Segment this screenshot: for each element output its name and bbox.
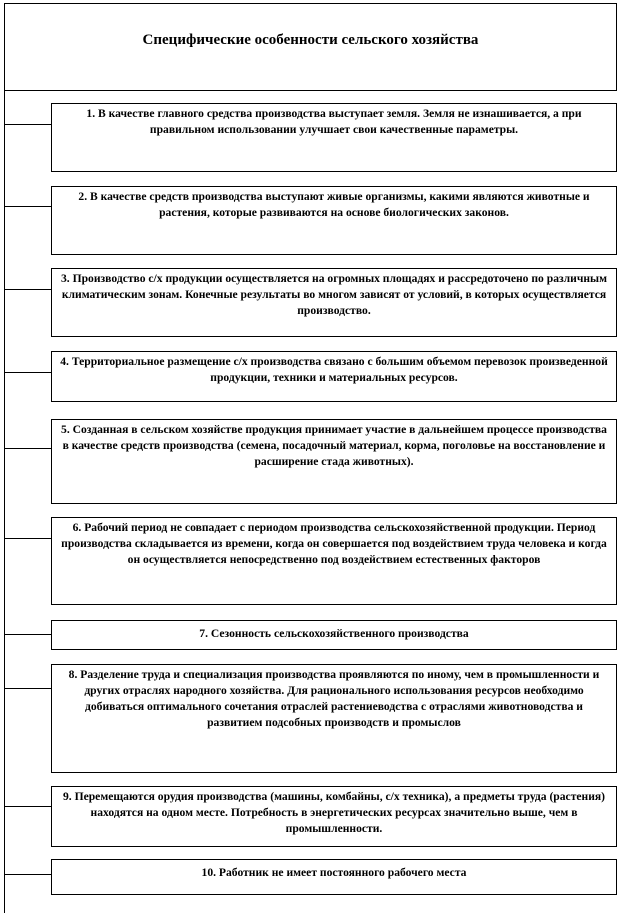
feature-box-7: 7. Сезонность сельскохозяйственного производства xyxy=(51,620,617,650)
connector-6 xyxy=(4,538,52,539)
feature-box-1: 1. В качестве главного средства производства выступает земля. Земля не изнашивается, а при правильном использовании улучшает свои качественные параметры. xyxy=(51,103,617,172)
feature-box-2: 2. В качестве средств производства выступают живые организмы, какими являются животные и растения, которые развиваются на основе биологических законов. xyxy=(51,186,617,255)
feature-box-8: 8. Разделение труда и специализация производства проявляются по иному, чем в промышленности и других отраслях народного хозяйства. Для рационального использования ресурсов необходимо добиваться оптимального сочетания отраслей растениеводства с отраслями животноводства и развитием подсобных производств и промыслов xyxy=(51,664,617,773)
connector-7 xyxy=(4,634,52,635)
diagram-title-box xyxy=(4,3,617,91)
connector-9 xyxy=(4,806,52,807)
feature-box-6: 6. Рабочий период не совпадает с периодом производства сельскохозяйственной продукции. Период производства складывается из времени, когда он совершается под воздействием труда человека и когда он осуществляется непосредственно под воздействием естественных факторов xyxy=(51,517,617,605)
connector-4 xyxy=(4,372,52,373)
feature-box-9: 9. Перемещаются орудия производства (машины, комбайны, с/х техника), а предметы труда (растения) находятся на одном месте. Потребность в энергетических ресурсах значительно выше, чем в промышленности. xyxy=(51,786,617,847)
feature-box-5: 5. Созданная в сельском хозяйстве продукция принимает участие в дальнейшем процессе производства в качестве средств производства (семена, посадочный материал, корма, поголовье на восстановление и расширение стада животных). xyxy=(51,419,617,504)
connector-spine xyxy=(4,91,5,913)
feature-box-3: 3. Производство с/х продукции осуществляется на огромных площадях и рассредоточено по различным климатическим зонам. Конечные результаты во многом зависят от условий, в которых осуществляется производство. xyxy=(51,268,617,337)
connector-5 xyxy=(4,448,52,449)
feature-box-4: 4. Территориальное размещение с/х производства связано с большим объемом перевозок произведенной продукции, техники и материальных ресурсов. xyxy=(51,351,617,402)
feature-box-10: 10. Работник не имеет постоянного рабочего места xyxy=(51,859,617,895)
connector-3 xyxy=(4,289,52,290)
connector-1 xyxy=(4,124,52,125)
diagram-title: Специфические особенности сельского хозяйства xyxy=(142,31,479,48)
connector-10 xyxy=(4,874,52,875)
connector-8 xyxy=(4,688,52,689)
connector-2 xyxy=(4,206,52,207)
